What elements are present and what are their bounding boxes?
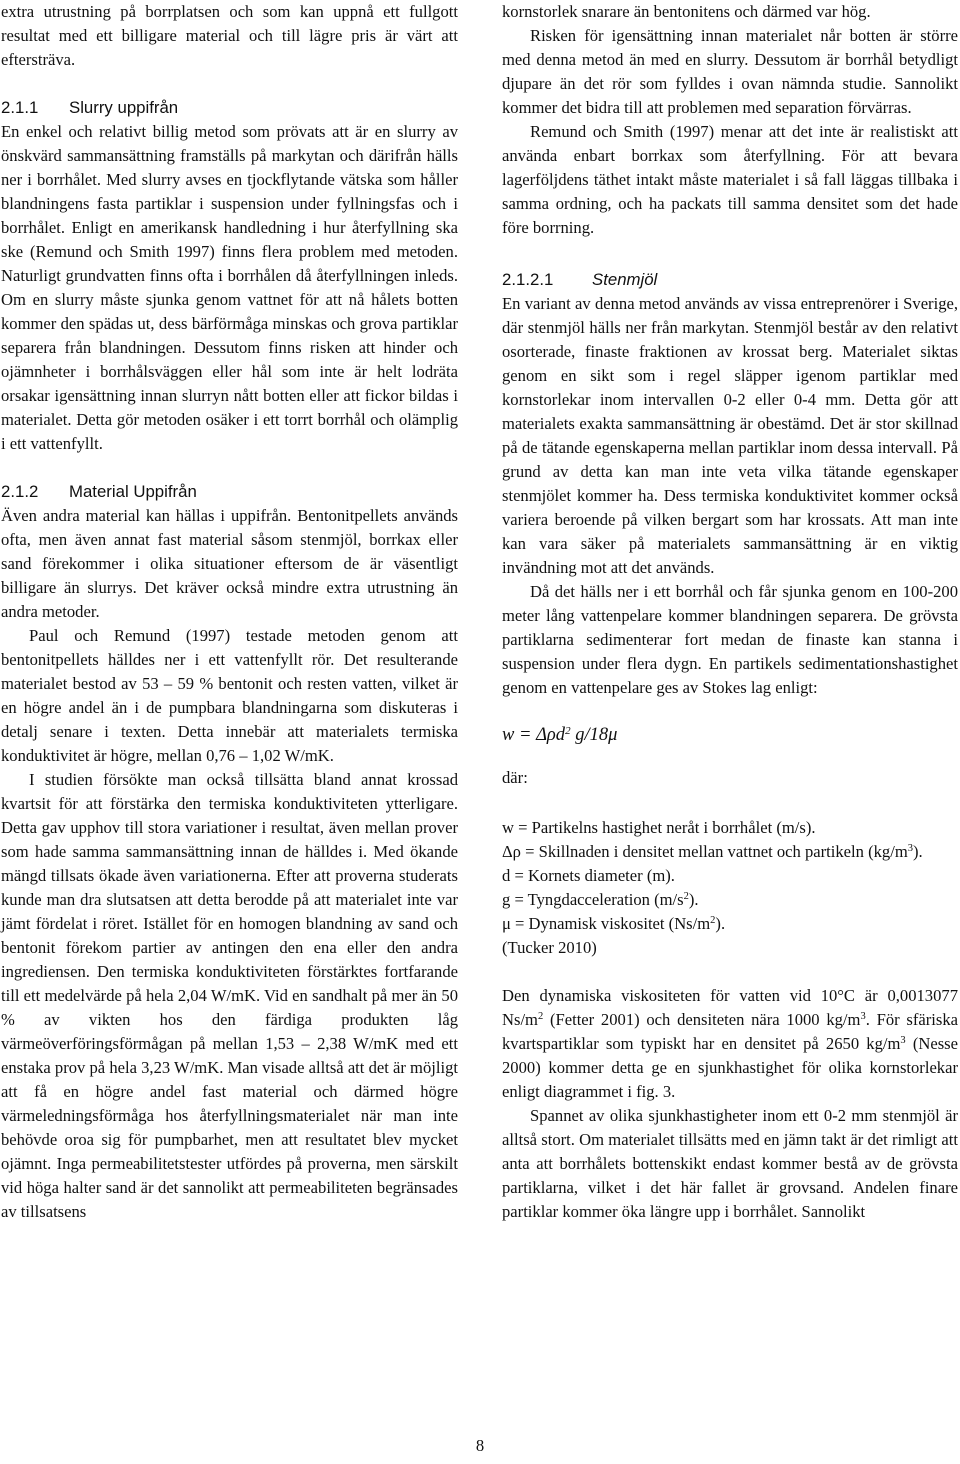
paragraph-slurry: En enkel och relativt billig metod som prövats att är en slurry av önskvärd sammansättning framställs på markytan och därifrån hälls ner i borrhålet. Med slurry avses en tjockflytande vätska som håller blandningens fasta partiklar i suspension under fyllningsfas och i borrhålet. Enligt en amerikansk handledning i hur återfyllning ska ske (Remund och Smith 1997) finns flera problem med metoden. Naturligt grundvatten finns ofta i borrhålen då återfyllningen inleds. Om en slurry måste sjunka genom vattnet för att nå hålets botten kommer den spädas ut, dess bärförmåga minskas och grova partiklar separera från blandningen. Dessutom finns risken att hinder och ojämnheter i borrhålsväggen eller hål som inte är helt lodräta orsakar igensättning innan slurryn nått botten eller att fickor bildas i materialet. Detta gör metoden osäker i ett torrt borrhål och olämplig i ett vattenfyllt. xyxy=(1,122,458,453)
heading-title: Stenmjöl xyxy=(592,270,658,289)
heading-stenmjol xyxy=(502,268,958,292)
definition-w: w = Partikelns hastighet neråt i borrhålet (m/s). xyxy=(502,818,816,837)
definition-g: g = Tyngdacceleration $(m/s^2)$. xyxy=(502,890,699,909)
heading-title: Material Uppifrån xyxy=(69,482,197,501)
formula-where-label: där: xyxy=(502,768,528,787)
right-column xyxy=(502,0,958,1224)
paragraph-spann: Spannet av olika sjunkhastigheter inom ett 0-2 mm stenmjöl är alltså stort. Om materialet tillsätts med en jämn takt är det rimligt att anta att borrhålets bottenskikt endast kommer bestå av de grövsta partiklarna, vilket i det här fallet är grovsand. Andelen finare partiklar kommer öka längre upp i borrhålet. Sannolikt xyxy=(502,1106,958,1221)
paragraph-viscosity: Den dynamiska viskositeten för vatten vid 10°C är 0,0013077 $Ns/m^2$ (Fetter 2001) och densiteten nära 1000 $kg/m^3$. För sfäriska kvartspartiklar som typiskt har en densitet på 2650 $kg/m^3$ (Nesse 2000) kommer detta ge en sjunkhastighet för olika kornstorlekar enligt diagrammet i fig. 3. xyxy=(502,986,958,1101)
paragraph-material-1: Även andra material kan hällas i uppifrån. Bentonitpellets används ofta, men även annat fast material såsom stenmjöl, borrkax eller sand förekommer i olika situationer eftersom de är väsentligt billigare än slurrys. Det kräver också mindre extra utrustning än andra metoder. xyxy=(1,506,458,621)
page-number: 8 xyxy=(475,1436,485,1455)
paragraph-material-3: I studien försökte man också tillsätta bland annat krossad kvartsit för att förstärka den termiska konduktiviteten ytterligare. Detta gav upphov till stora variationer i resultat, även mellan prover som hade samma sammansättning innan de hälldes i. Med ökande mängd tillsats ökade även variationerna. Efter att proverna studerats kunde man dra slutsatsen att detta berodde på att materialet inte var jämt fördelat i röret. Istället för en homogen blandning av sand och bentonit förekom partier av antingen den ena eller den andra ingrediensen. Den termiska konduktiviteten förstärktes fortfarande till ett medelvärde på hela 2,04 W/mK. Vid en sandhalt på mer än 50 % av vikten hos den färdiga produkten låg värmeöverföringsförmågan på mellan 1,53 – 2,38 W/mK med ett enstaka prov på hela 3,23 W/mK. Man visade alltså att det är möjligt att få en högre andel fast material och därmed högre värmeledningsförmåga hos återfyllningsmaterialet när man inte behövde oroa sig för pumpbarhet, men att resultatet blev mycket ojämnt. Inga permeabilitetstester utfördes på proverna, men särskilt vid höga halter sand är det sannolikt att permeabiliteten begränsades av tillsatsens xyxy=(1,770,458,1221)
paragraph-material-2: Paul och Remund (1997) testade metoden genom att bentonitpellets hälldes ner i ett vattenfyllt rör. Det resulterande materialet bestod av 53 – 59 % bentonit och resten vatten, vilket är en högre andel än i de pumpbara blandningarna som diskuteras i detalj senare i texten. Detta innebär att materialets termiska konduktivitet är högre, mellan 0,76 – 1,02 W/mK. xyxy=(1,626,458,765)
definition-reference: (Tucker 2010) xyxy=(502,938,597,957)
paragraph-stenmjol-1: En variant av denna metod används av vissa entreprenörer i Sverige, där stenmjöl hälls ner från markytan. Stenmjöl består av den relativt osorterade, finaste fraktionen av krossat berg. Materialet siktas genom en sikt som i regel släpper igenom partiklar med kornstorlekar inom intervallen 0-2 eller 0-4 mm. Detta gör att materialets exakta sammansättning är obestämd. Det är stor skillnad på de tätande egenskaperna mellan partiklar inom dessa intervall. På grund av detta kan man inte veta vilka tätande egenskaper stenmjölet kommer ha. Dess termiska konduktivitet kommer också variera beroende på vilken bergart som har krossats. Att man inte kan vara säker på materialets sammansättning är en viktig invändning mot att det används. xyxy=(502,294,958,577)
heading-number: 2.1.2 xyxy=(1,482,39,501)
stokes-formula: w = Δρd$^2$ g/18μ xyxy=(502,725,618,745)
left-column xyxy=(1,0,458,1224)
formula-definitions xyxy=(502,816,958,960)
paragraph-remund: Remund och Smith (1997) menar att det inte är realistiskt att använda enbart borrkax som återfyllning. För att bevara lagerföljdens täthet intakt måste materialet i så fall läggas tillbaka i samma ordning, och ha packats till samma densitet som det hade före borrning. xyxy=(502,122,958,237)
heading-slurry xyxy=(1,96,458,120)
paragraph-continued: kornstorlek snarare än bentonitens och därmed var hög. xyxy=(502,2,871,21)
paragraph-stenmjol-2: Då det hälls ner i ett borrhål och får sjunka genom en 100-200 meter lång vattenpelare kommer blandningen separera. De grövsta partiklarna sedimenterar fort medan de finaste kan stanna i suspension under flera dygn. En partikels sedimentationshastighet genom en vattenpelare ges av Stokes lag enligt: xyxy=(502,582,958,697)
paragraph-risk: Risken för igensättning innan materialet når botten är större med denna metod än med en slurry. Dessutom är borrhål betydligt djupare än det rör som fylldes i ovan nämnda studie. Sannolikt kommer det bidra till att problemen med separation förvärras. xyxy=(502,26,958,117)
definition-d: d = Kornets diameter (m). xyxy=(502,866,675,885)
paragraph-intro: extra utrustning på borrplatsen och som kan uppnå ett fullgott resultat med ett billigare material och till lägre pris är värt att eftersträva. xyxy=(1,2,458,69)
heading-material xyxy=(1,480,458,504)
heading-title: Slurry uppifrån xyxy=(69,98,179,117)
definition-rho: Δρ = Skillnaden i densitet mellan vattnet och partikeln $(kg/m^3)$. xyxy=(502,842,923,861)
definition-mu: μ = Dynamisk viskositet $(Ns/m^2)$. xyxy=(502,914,726,933)
heading-number: 2.1.1 xyxy=(1,98,39,117)
heading-number: 2.1.2.1 xyxy=(502,270,554,289)
